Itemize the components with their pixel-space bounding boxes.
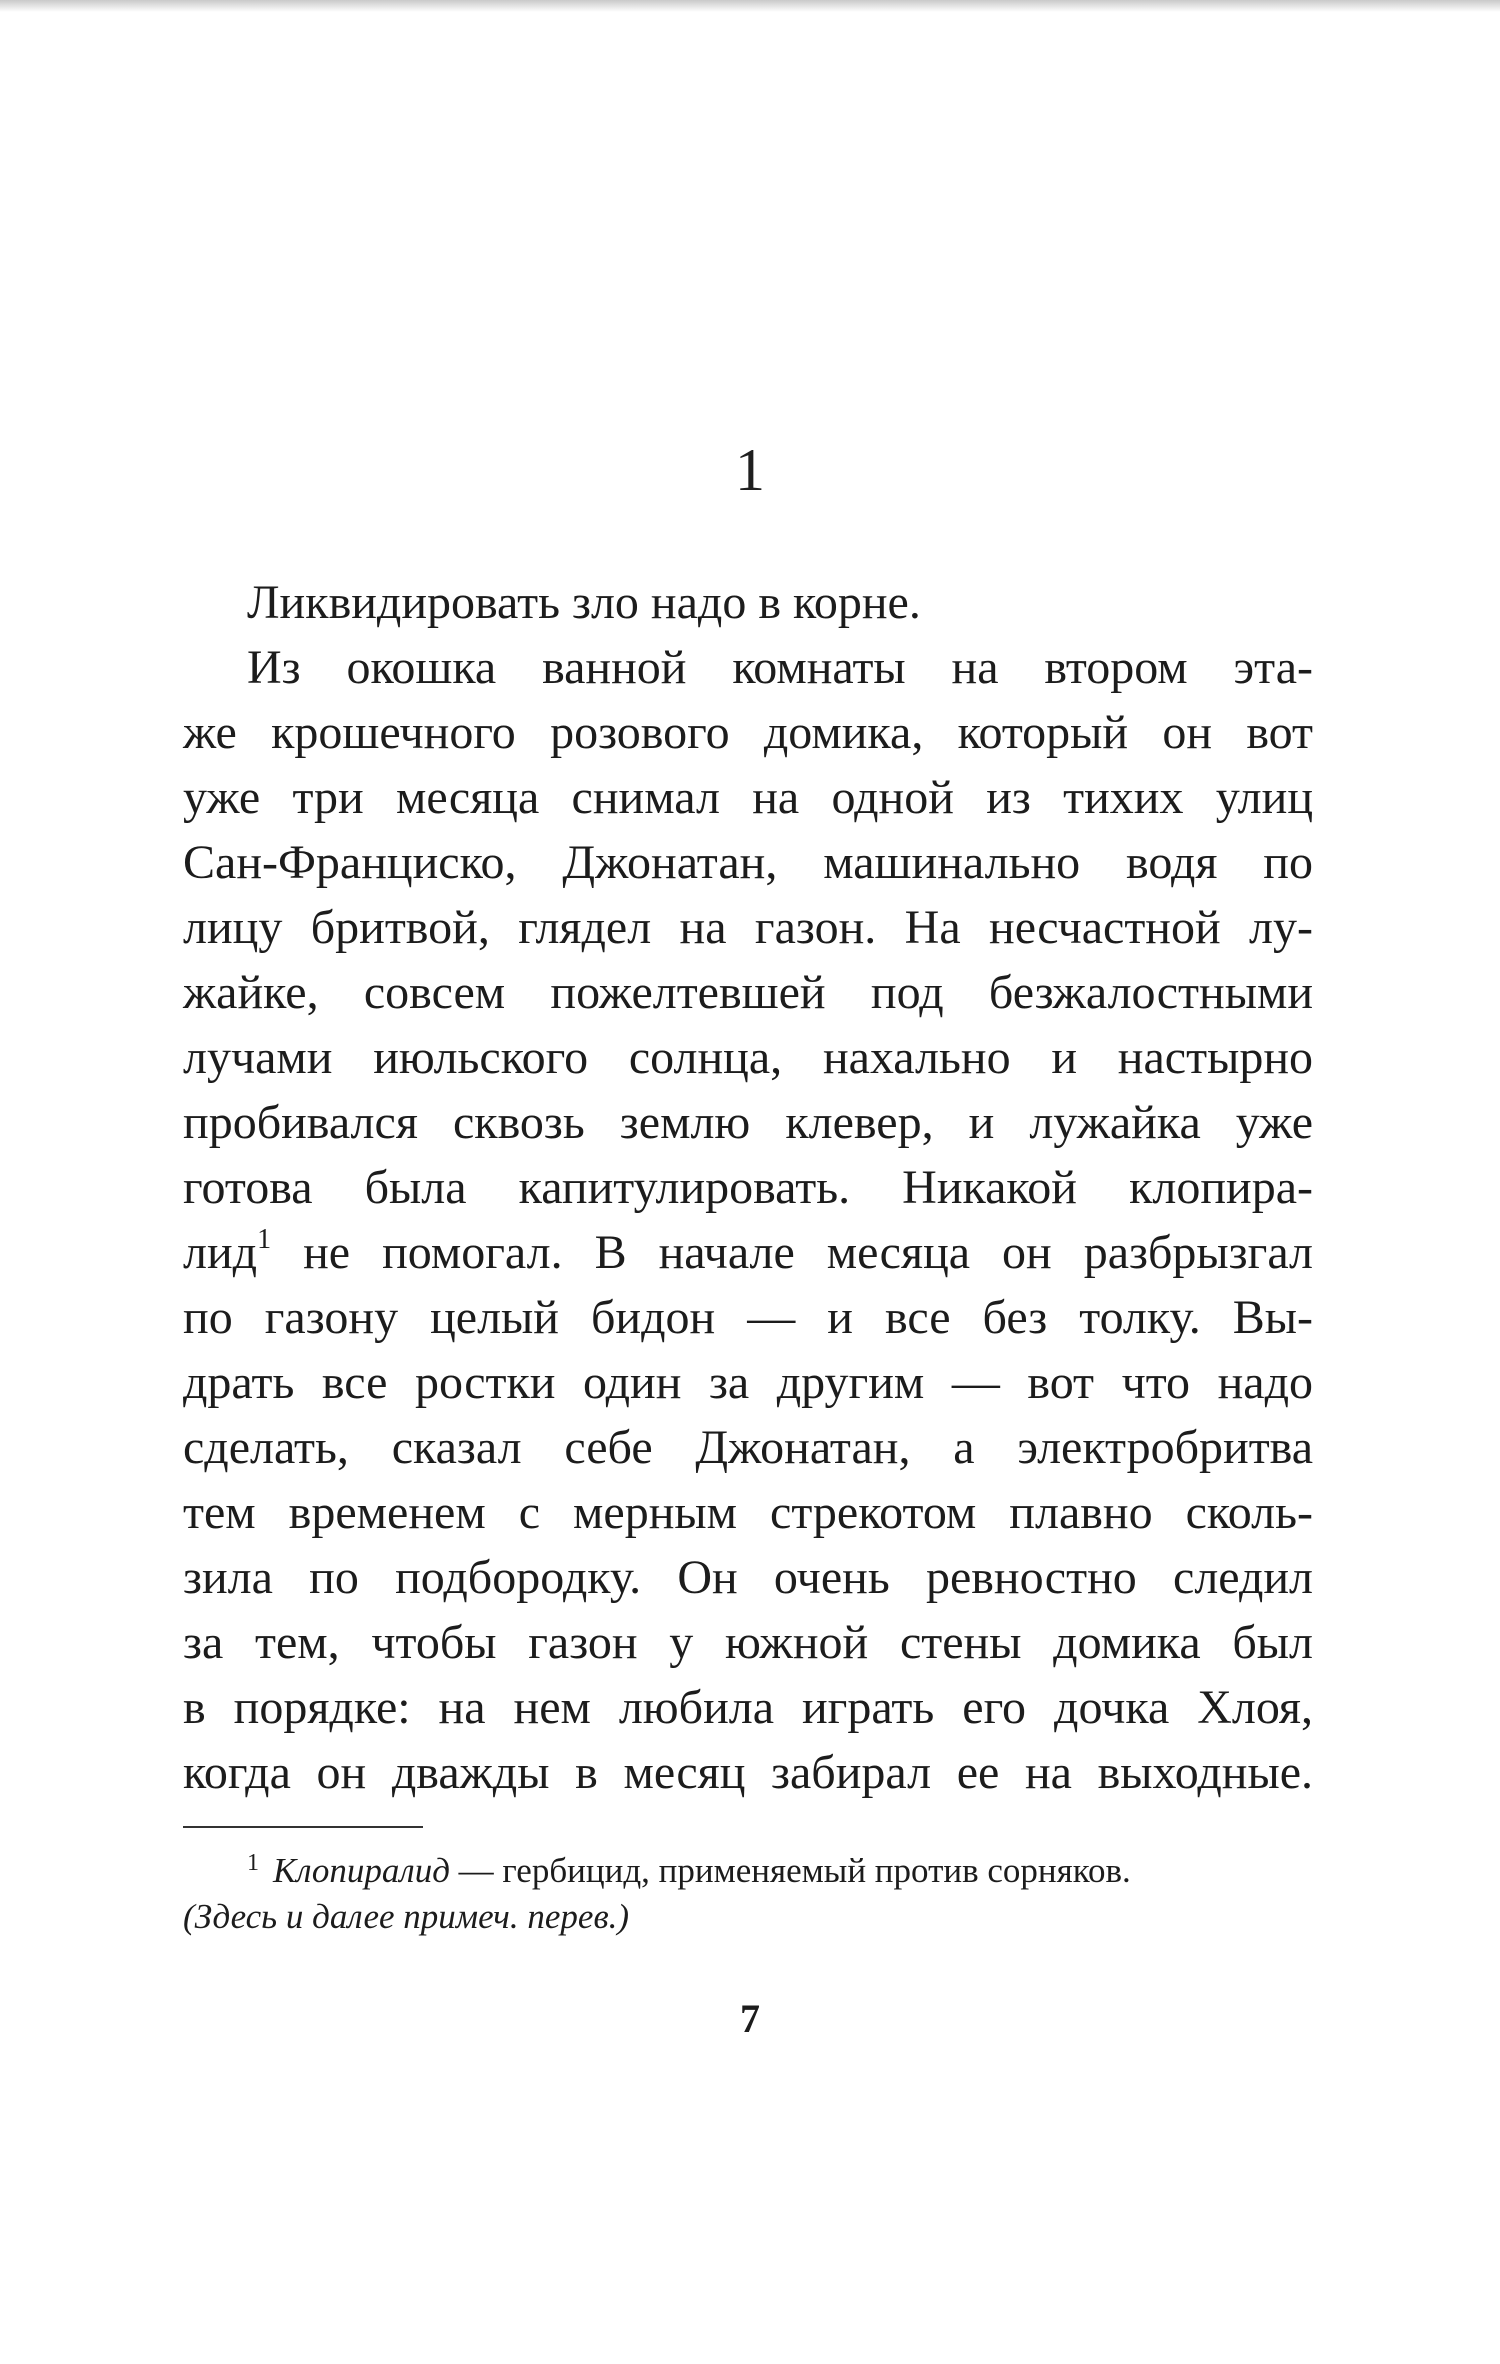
footnote-reference: 1 [257, 1224, 272, 1255]
text-line: готова была капитулировать. Никакой клопира- [183, 1161, 1313, 1214]
page-number: 7 [740, 1996, 760, 2041]
footnote-term: Клопиралид [273, 1851, 450, 1890]
text-line: жайке, совсем пожелтевшей под безжалостными [183, 966, 1313, 1019]
text-line: пробивался сквозь землю клевер, и лужайка уже [183, 1096, 1313, 1149]
text-line: уже три месяца снимал на одной из тихих улиц [183, 771, 1313, 824]
footnote-definition: — гербицид, применяемый против сорняков. [449, 1851, 1131, 1890]
footnote-divider [183, 1826, 423, 1828]
footnote [183, 1848, 1313, 1940]
text-line: когда он дважды в месяц забирал ее на выходные. [183, 1746, 1313, 1799]
opening-line: Ликвидировать зло надо в корне. [247, 576, 921, 629]
text-line: лучами июльского солнца, нахально и настырно [183, 1031, 1313, 1084]
text-fragment: лид [183, 1226, 258, 1279]
text-line: лицу бритвой, глядел на газон. На несчастной лу- [183, 901, 1313, 954]
text-line: же крошечного розового домика, который он вот [183, 706, 1313, 759]
text-line: зила по подбородку. Он очень ревностно следил [183, 1551, 1313, 1604]
text-line: драть все ростки один за другим — вот что надо [183, 1356, 1313, 1409]
footnote-line [183, 1894, 1313, 1940]
footnote-note: (Здесь и далее примеч. перев.) [183, 1897, 630, 1936]
text-fragment: не помогал. В начале месяца он разбрызгал [303, 1226, 1314, 1279]
text-line: сделать, сказал себе Джонатан, а электробритва [183, 1421, 1313, 1474]
text-line: по газону целый бидон — и все без толку. Вы- [183, 1291, 1313, 1344]
text-line: за тем, чтобы газон у южной стены домика был [183, 1616, 1313, 1669]
footnote-line [183, 1848, 1313, 1894]
text-line: Из окошка ванной комнаты на втором эта- [247, 641, 1313, 694]
chapter-text [183, 570, 1313, 1805]
text-line: в порядке: на нем любила играть его дочка Хлоя, [183, 1681, 1313, 1734]
chapter-number: 1 [735, 437, 765, 503]
text-line: Сан-Франциско, Джонатан, машинально водя по [183, 836, 1313, 889]
text-line-with-footnote [183, 1220, 1313, 1285]
text-line: тем временем с мерным стрекотом плавно сколь- [183, 1486, 1313, 1539]
footnote-mark: 1 [247, 1850, 259, 1876]
